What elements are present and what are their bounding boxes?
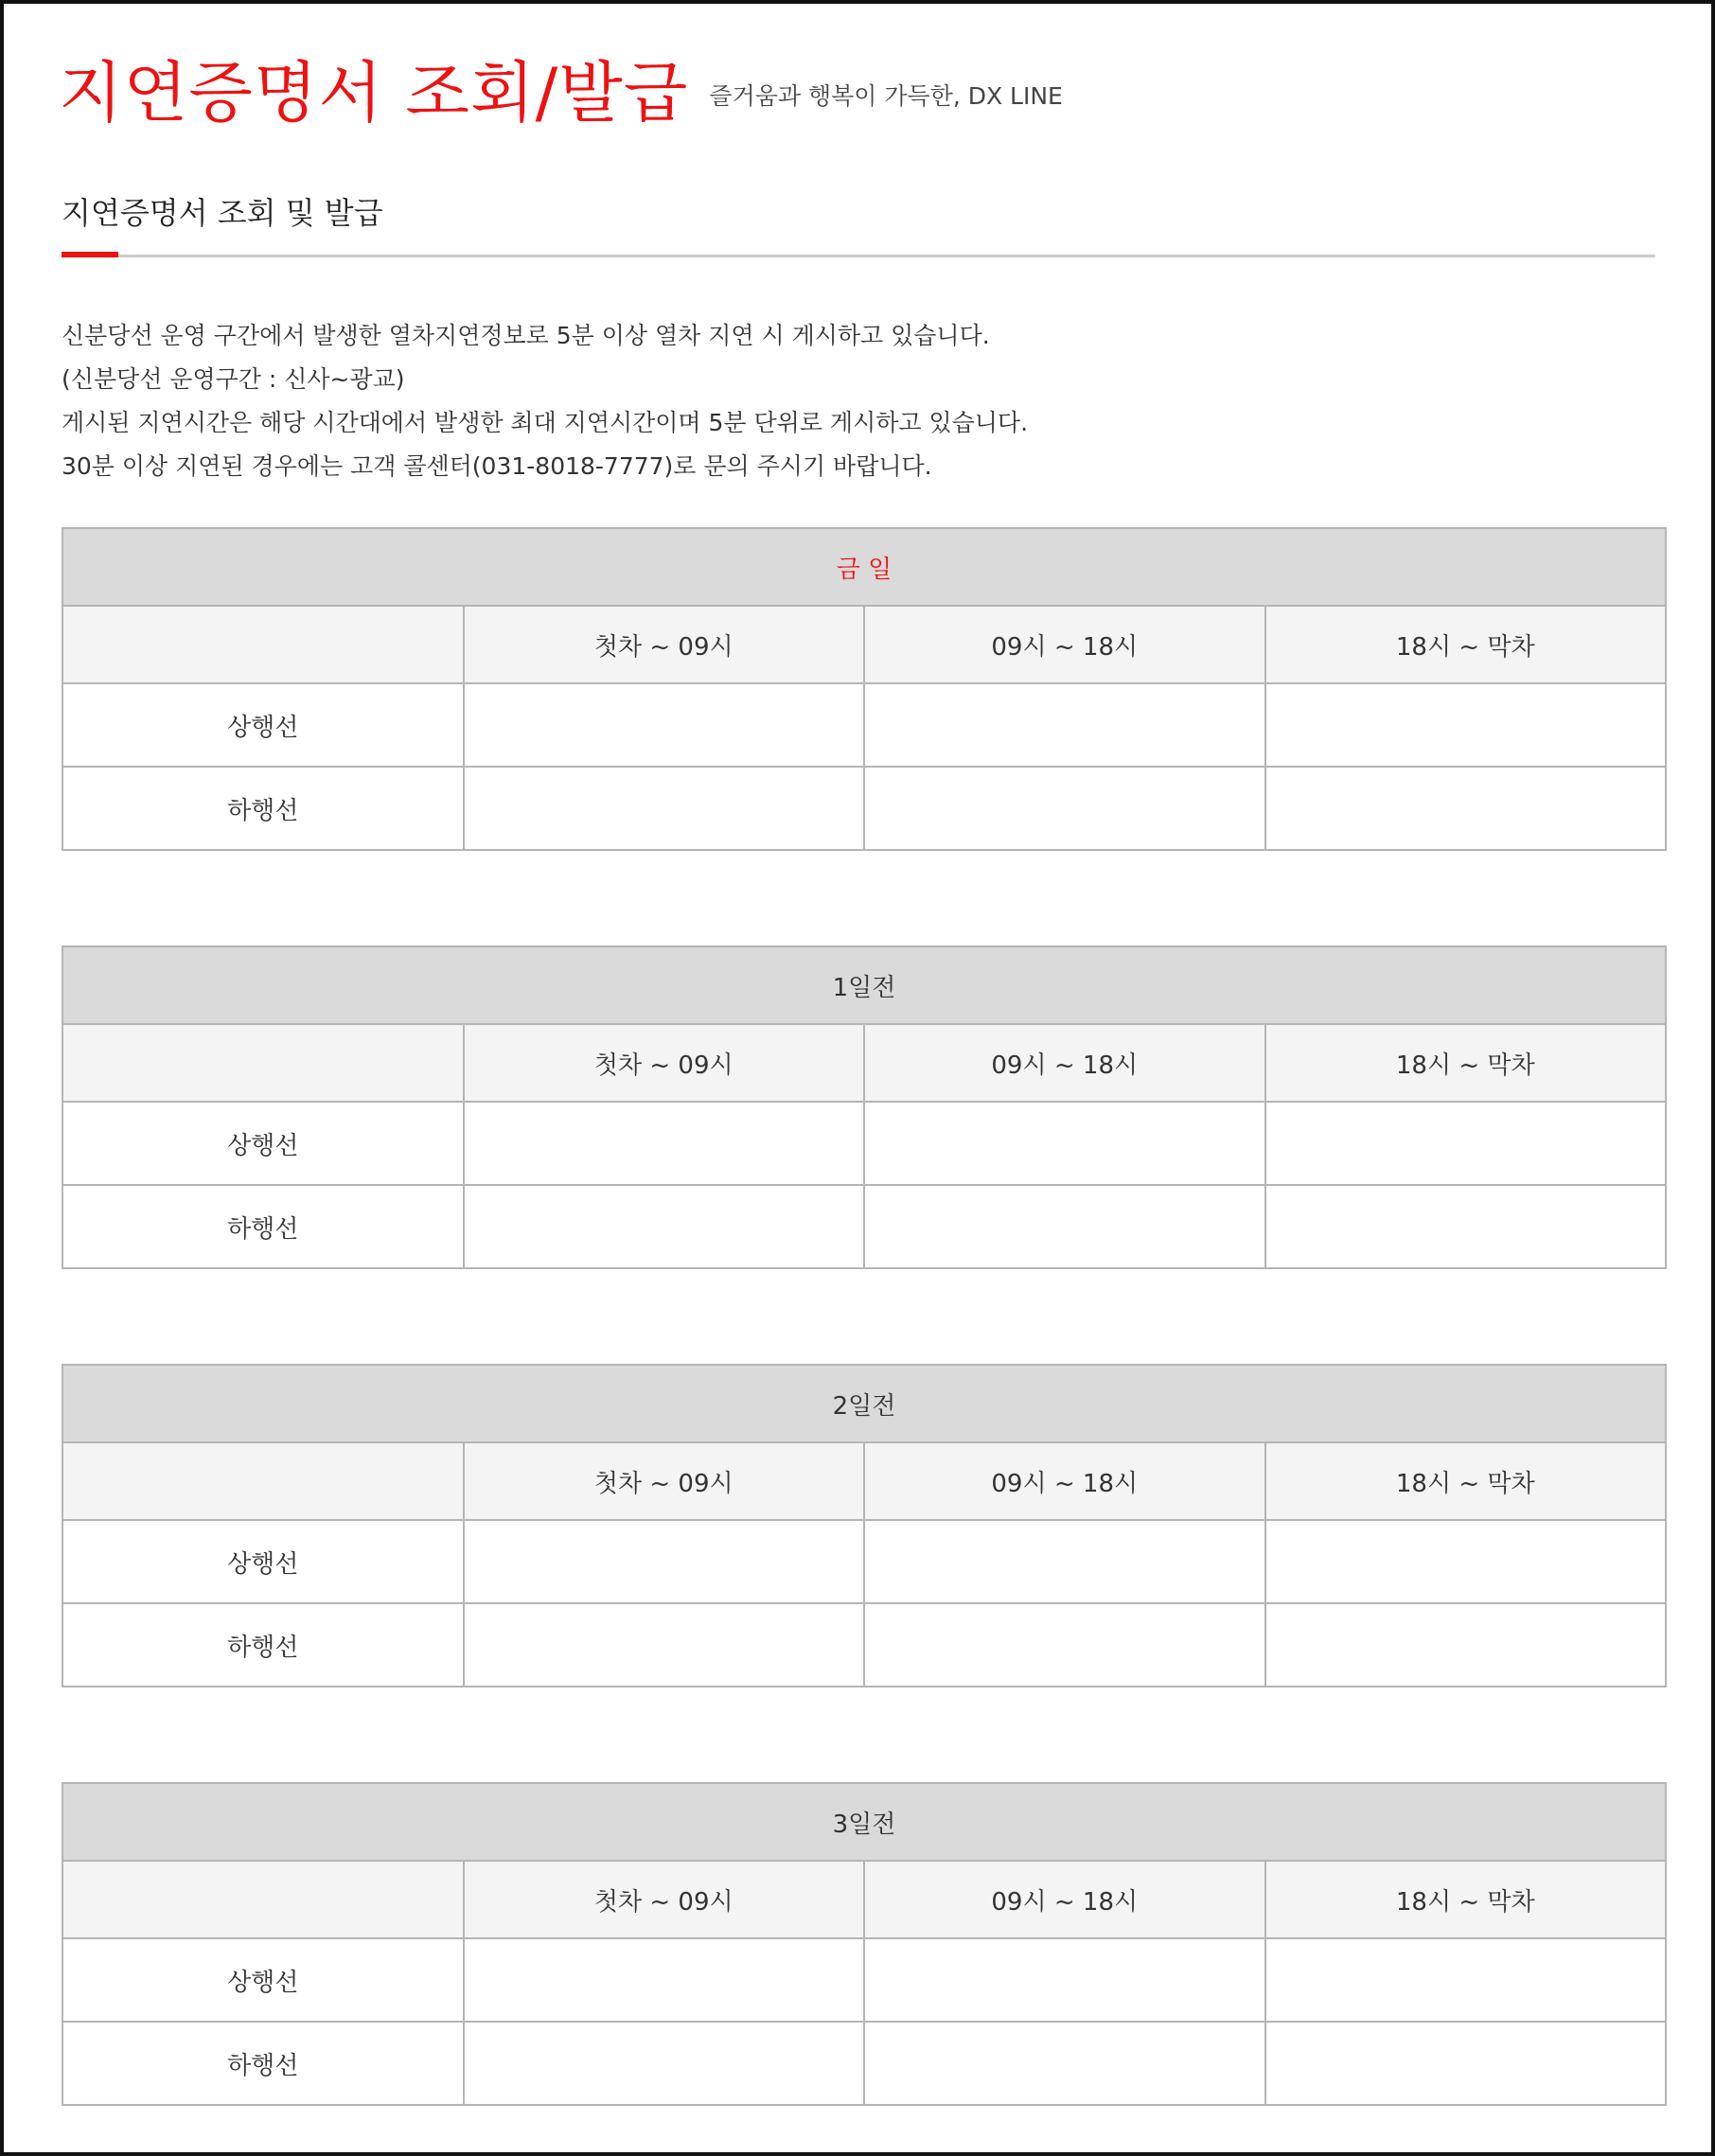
column-header-18-to-last: 18시 ~ 막차 — [1265, 1442, 1667, 1520]
notice-line: 30분 이상 지연된 경우에는 고객 콜센터(031-8018-7777)로 문의 주시기 바랍니다. — [62, 452, 932, 480]
delay-cell — [864, 1938, 1265, 2022]
delay-cell — [464, 1520, 865, 1603]
day-header-row — [62, 946, 1666, 1024]
notice-line: (신분당선 운영구간 : 신사~광교) — [62, 365, 405, 393]
delay-cell — [464, 1938, 865, 2022]
delay-cell — [1265, 1603, 1667, 1687]
section-title: 지연증명서 조회 및 발급 — [62, 195, 383, 231]
delay-table-2-days-ago — [62, 1364, 1667, 1688]
section-divider — [62, 255, 1655, 257]
delay-table-1-day-ago — [62, 945, 1667, 1269]
column-header-row — [62, 1024, 1666, 1102]
delay-cell — [864, 683, 1265, 767]
delay-cell — [1265, 1185, 1667, 1268]
column-header-18-to-last: 18시 ~ 막차 — [1265, 606, 1667, 683]
row-label-downbound: 하행선 — [62, 1185, 464, 1268]
column-header-09-to-18: 09시 ~ 18시 — [864, 1024, 1265, 1102]
day-header-row — [62, 1365, 1666, 1442]
day-label: 3일전 — [62, 1783, 1666, 1861]
delay-cell — [1265, 1102, 1667, 1185]
table-row-downbound — [62, 1603, 1666, 1687]
delay-cell — [864, 1185, 1265, 1268]
delay-table-today — [62, 527, 1667, 851]
table-row-upbound — [62, 1102, 1666, 1185]
day-label: 2일전 — [62, 1365, 1666, 1442]
delay-cell — [464, 683, 865, 767]
column-header-first-to-09: 첫차 ~ 09시 — [464, 1024, 865, 1102]
notice-line: 신분당선 운영 구간에서 발생한 열차지연정보로 5분 이상 열차 지연 시 게시하고 있습니다. — [62, 322, 990, 349]
corner-cell — [62, 1024, 464, 1102]
corner-cell — [62, 1861, 464, 1938]
row-label-downbound: 하행선 — [62, 1603, 464, 1687]
column-header-18-to-last: 18시 ~ 막차 — [1265, 1861, 1667, 1938]
notice-line: 게시된 지연시간은 해당 시간대에서 발생한 최대 지연시간이며 5분 단위로 게시하고 있습니다. — [62, 409, 1029, 436]
table-row-upbound — [62, 1520, 1666, 1603]
column-header-09-to-18: 09시 ~ 18시 — [864, 606, 1265, 683]
column-header-18-to-last: 18시 ~ 막차 — [1265, 1024, 1667, 1102]
page-slogan: 즐거움과 행복이 가득한, DX LINE — [709, 82, 1063, 110]
delay-cell — [1265, 2022, 1667, 2105]
table-row-downbound — [62, 2022, 1666, 2105]
day-header-row — [62, 1783, 1666, 1861]
row-label-downbound: 하행선 — [62, 2022, 464, 2105]
corner-cell — [62, 1442, 464, 1520]
row-label-upbound: 상행선 — [62, 1102, 464, 1185]
delay-cell — [864, 1520, 1265, 1603]
delay-table-3-days-ago — [62, 1782, 1667, 2106]
delay-cell — [464, 767, 865, 850]
delay-cell — [864, 767, 1265, 850]
column-header-row — [62, 1442, 1666, 1520]
delay-cell — [864, 1102, 1265, 1185]
delay-cell — [1265, 1520, 1667, 1603]
column-header-09-to-18: 09시 ~ 18시 — [864, 1442, 1265, 1520]
delay-cell — [464, 1102, 865, 1185]
column-header-first-to-09: 첫차 ~ 09시 — [464, 1861, 865, 1938]
page-header — [59, 51, 1063, 134]
delay-cell — [464, 1185, 865, 1268]
row-label-downbound: 하행선 — [62, 767, 464, 850]
table-row-upbound — [62, 683, 1666, 767]
page-title: 지연증명서 조회/발급 — [59, 54, 689, 132]
day-header-row — [62, 528, 1666, 606]
delay-cell — [864, 1603, 1265, 1687]
column-header-first-to-09: 첫차 ~ 09시 — [464, 606, 865, 683]
day-label: 금 일 — [62, 528, 1666, 606]
row-label-upbound: 상행선 — [62, 1938, 464, 2022]
table-row-downbound — [62, 1185, 1666, 1268]
section-header — [62, 189, 1655, 258]
delay-cell — [1265, 767, 1667, 850]
notice-text — [62, 314, 1671, 488]
delay-cell — [864, 2022, 1265, 2105]
day-label: 1일전 — [62, 946, 1666, 1024]
column-header-row — [62, 1861, 1666, 1938]
corner-cell — [62, 606, 464, 683]
column-header-row — [62, 606, 1666, 683]
section-accent-bar — [62, 252, 118, 257]
delay-cell — [464, 1603, 865, 1687]
table-row-downbound — [62, 767, 1666, 850]
row-label-upbound: 상행선 — [62, 683, 464, 767]
delay-cell — [1265, 683, 1667, 767]
column-header-09-to-18: 09시 ~ 18시 — [864, 1861, 1265, 1938]
delay-cell — [1265, 1938, 1667, 2022]
column-header-first-to-09: 첫차 ~ 09시 — [464, 1442, 865, 1520]
row-label-upbound: 상행선 — [62, 1520, 464, 1603]
table-row-upbound — [62, 1938, 1666, 2022]
delay-cell — [464, 2022, 865, 2105]
